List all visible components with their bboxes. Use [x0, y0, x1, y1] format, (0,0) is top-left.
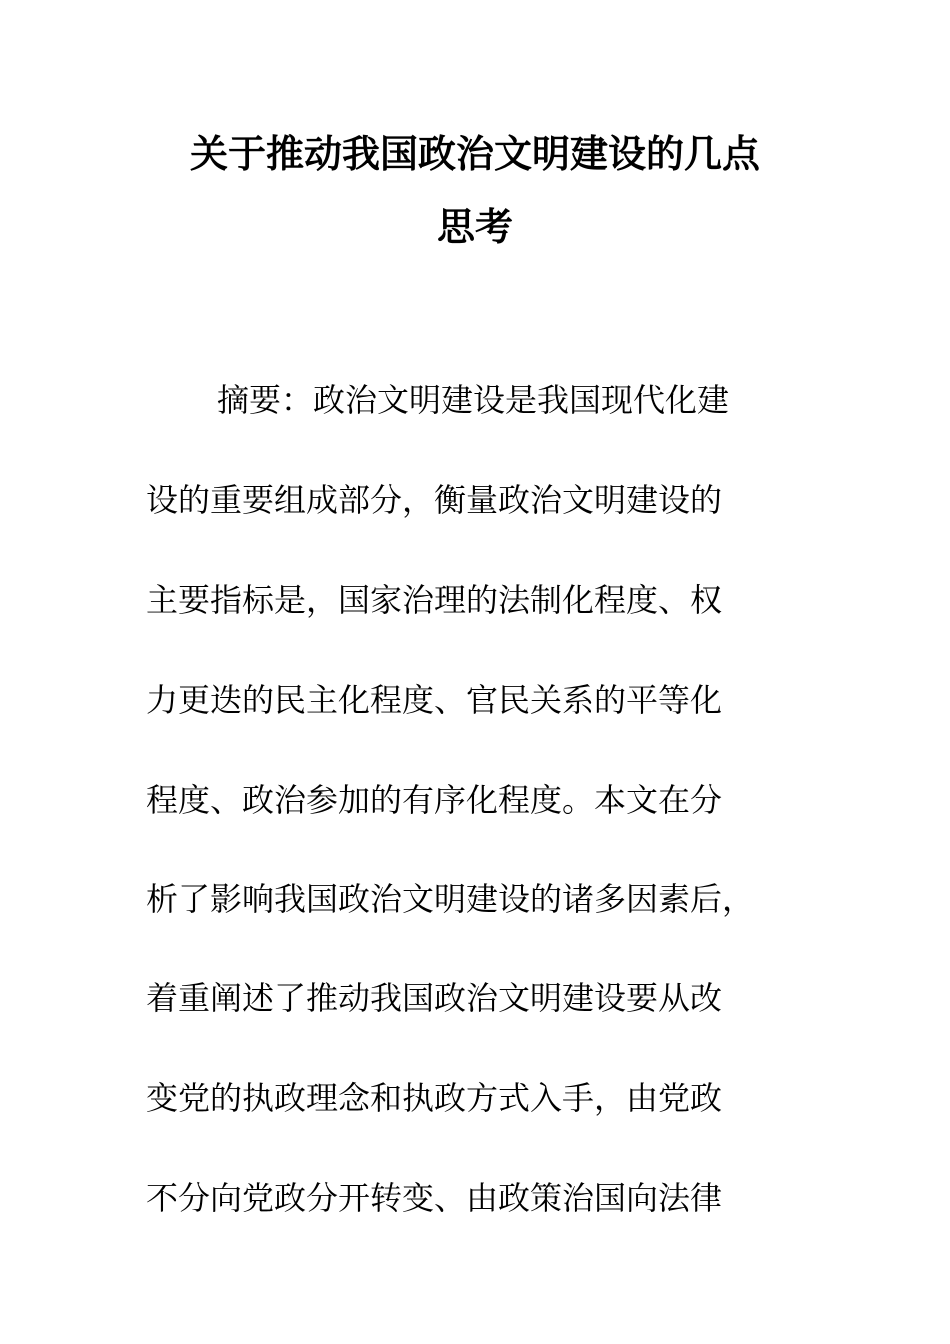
abstract-line-1: 摘要：政治文明建设是我国现代化建 [217, 381, 730, 419]
abstract-line-8: 变党的执政理念和执政方式入手，由党政 [146, 1079, 723, 1117]
abstract-line-6: 析了影响我国政治文明建设的诸多因素后， [146, 880, 755, 918]
document-title-line-2: 思考 [436, 204, 513, 249]
abstract-line-9: 不分向党政分开转变、由政策治国向法律 [146, 1179, 723, 1217]
abstract-line-7: 着重阐述了推动我国政治文明建设要从改 [146, 979, 723, 1017]
document-title-line-1: 关于推动我国政治文明建设的几点 [189, 131, 760, 176]
abstract-line-4: 力更迭的民主化程度、官民关系的平等化 [146, 681, 723, 719]
abstract-line-3: 主要指标是，国家治理的法制化程度、权 [146, 581, 723, 619]
abstract-line-5: 程度、政治参加的有序化程度。本文在分 [146, 781, 723, 819]
abstract-line-2: 设的重要组成部分，衡量政治文明建设的 [146, 481, 723, 519]
